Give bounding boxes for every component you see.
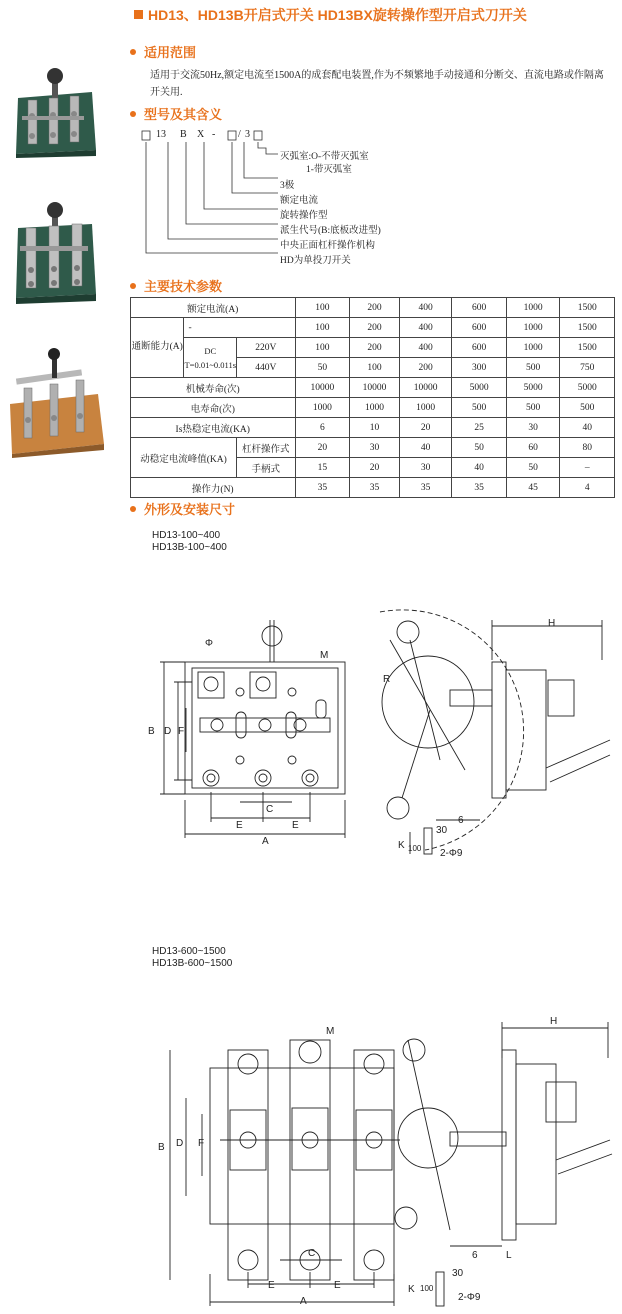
drawing2-label-d: D [176, 1138, 184, 1149]
table-cell: – [560, 458, 615, 478]
drawing2-label-h: H [550, 1016, 558, 1027]
table-cell: 1000 [350, 398, 400, 418]
table-cell: 20 [399, 418, 452, 438]
model-meaning-lever: 中央正面杠杆操作机构 [280, 241, 376, 251]
table-row-label: 手柄式 [237, 458, 296, 478]
drawing2-label-e2: E [334, 1280, 341, 1291]
drawing1-model-b: HD13B-100~400 [152, 542, 227, 553]
drawing1-label-6: 6 [458, 815, 464, 826]
table-cell: 20 [295, 438, 350, 458]
table-cell: 500 [560, 398, 615, 418]
table-cell: 5000 [452, 378, 507, 398]
drawing1-label-c: C [266, 804, 274, 815]
table-cell: 200 [350, 338, 400, 358]
drawing1-label-e1: E [236, 820, 243, 831]
model-code-slash: / [238, 129, 241, 140]
table-cell: 50 [506, 458, 560, 478]
drawing1-label-30: 30 [436, 825, 448, 836]
drawing1-label-phi: Φ [205, 638, 213, 649]
drawing2-model-b: HD13B-600~1500 [152, 958, 233, 969]
scope-text: 适用于交流50Hz,额定电流至1500A的成套配电装置,作为不频繁地手动接通和分断交、直流电路或作隔离开关用. [150, 70, 604, 98]
table-row [131, 438, 615, 458]
model-meaning-arc-chamber: 灭弧室:O-不带灭弧室 [280, 152, 369, 162]
drawing1-label-holes: 2-Φ9 [440, 848, 463, 859]
table-cell: 6 [295, 418, 350, 438]
table-cell: 400 [399, 338, 452, 358]
drawing1-label-a: A [262, 836, 269, 847]
table-cell: 100 [295, 338, 350, 358]
model-meaning-rated-current: 额定电流 [280, 196, 319, 206]
model-meaning-arc-chamber-1: 1-带灭弧室 [306, 165, 352, 175]
model-meaning-derivative: 派生代号(B:底板改进型) [280, 226, 381, 236]
table-cell: 500 [506, 398, 560, 418]
table-cell: 4 [560, 478, 615, 498]
table-row-label: 杠杆操作式 [237, 438, 296, 458]
drawing1-label-d: D [164, 726, 172, 737]
table-row-label: 动稳定电流峰值(KA) [131, 438, 237, 478]
drawing1-model-a: HD13-100~400 [152, 530, 221, 541]
table-row-label: 通断能力(A) [131, 318, 184, 378]
table-cell: 1000 [399, 398, 452, 418]
table-row [131, 298, 615, 318]
table-cell: 1000 [295, 398, 350, 418]
table-cell: 400 [399, 298, 452, 318]
drawing1-label-100: 100 [408, 844, 422, 853]
table-row-label: 440V [237, 358, 296, 378]
table-cell: 35 [399, 478, 452, 498]
table-cell: 45 [506, 478, 560, 498]
table-cell: 5000 [506, 378, 560, 398]
dc-t-label: T=0.01~0.011s [184, 359, 237, 370]
table-cell: 1500 [560, 298, 615, 318]
table-cell: 200 [399, 358, 452, 378]
drawing1-label-m: M [320, 650, 329, 661]
table-cell: 600 [452, 298, 507, 318]
table-cell: 400 [399, 318, 452, 338]
table-row-label: 额定电流(A) [131, 298, 296, 318]
table-row-label [184, 338, 237, 378]
table-cell: 1500 [560, 318, 615, 338]
table-row-label: 电寿命(次) [131, 398, 296, 418]
table-cell: 10 [350, 418, 400, 438]
table-cell: 200 [350, 318, 400, 338]
model-meaning-hd: HD为单投刀开关 [280, 256, 351, 266]
drawing2-label-l: L [506, 1250, 512, 1261]
table-cell: 1000 [506, 338, 560, 358]
table-cell: 100 [350, 358, 400, 378]
table-cell: 600 [452, 318, 507, 338]
model-code-13: 13 [156, 129, 166, 140]
table-cell: 1000 [506, 298, 560, 318]
drawing2-label-m: M [326, 1026, 335, 1037]
table-row [131, 478, 615, 498]
table-row-label: - [184, 318, 295, 338]
table-cell: 35 [295, 478, 350, 498]
table-cell: 40 [560, 418, 615, 438]
drawing2-model-a: HD13-600~1500 [152, 946, 226, 957]
drawing2-label-a: A [300, 1296, 307, 1307]
table-cell: 300 [452, 358, 507, 378]
table-cell: 30 [506, 418, 560, 438]
page-title: HD13、HD13B开启式开关 HD13BX旋转操作型开启式刀开关 [134, 5, 527, 25]
table-cell: 35 [452, 478, 507, 498]
drawing2-label-100: 100 [420, 1284, 434, 1293]
model-code-dash: - [212, 129, 216, 140]
model-code-x: X [197, 129, 205, 140]
drawing1-label-r: R [383, 674, 391, 685]
drawing1-label-f: F [178, 726, 185, 737]
table-cell: 50 [295, 358, 350, 378]
table-cell: 100 [295, 318, 350, 338]
bullet-dot-icon [130, 111, 136, 117]
model-code-3: 3 [245, 129, 250, 140]
table-cell: 25 [452, 418, 507, 438]
section-heading-dims: 外形及安装尺寸 [130, 499, 235, 518]
table-cell: 30 [399, 458, 452, 478]
table-cell: 50 [452, 438, 507, 458]
bullet-square-icon [134, 10, 143, 19]
table-cell: 20 [350, 458, 400, 478]
drawing1-label-b: B [148, 726, 155, 737]
drawing2-label-30: 30 [452, 1268, 464, 1279]
table-row [131, 398, 615, 418]
table-cell: 10000 [295, 378, 350, 398]
table-row [131, 378, 615, 398]
drawing2-label-f: F [198, 1138, 205, 1149]
model-meaning-rotary: 旋转操作型 [280, 211, 328, 221]
table-cell: 500 [506, 358, 560, 378]
section-heading-model: 型号及其含义 [130, 104, 222, 123]
drawing2-label-e1: E [268, 1280, 275, 1291]
dc-label: DC [204, 345, 217, 356]
table-cell: 600 [452, 338, 507, 358]
drawing2-label-c: C [308, 1248, 316, 1259]
table-cell: 80 [560, 438, 615, 458]
table-cell: 30 [350, 438, 400, 458]
drawing1-label-k: K [398, 840, 405, 851]
table-cell: 35 [350, 478, 400, 498]
table-cell: 10000 [350, 378, 400, 398]
drawing2-dimension-drawing [150, 1010, 618, 1312]
drawing1-label-h: H [548, 618, 556, 629]
drawing2-label-b: B [158, 1142, 165, 1153]
product-photo-2 [10, 198, 100, 304]
table-cell: 15 [295, 458, 350, 478]
drawing2-label-6: 6 [472, 1250, 478, 1261]
table-cell: 200 [350, 298, 400, 318]
drawing1-label-e2: E [292, 820, 299, 831]
bullet-dot-icon [130, 49, 136, 55]
table-cell: 1500 [560, 338, 615, 358]
product-photo-1 [10, 58, 100, 158]
section-heading-scope: 适用范围 [130, 42, 196, 61]
drawing2-label-holes: 2-Φ9 [458, 1292, 481, 1303]
bullet-dot-icon [130, 283, 136, 289]
table-cell: 60 [506, 438, 560, 458]
table-row [131, 318, 615, 338]
spec-table [130, 297, 615, 498]
table-row-label: 操作力(N) [131, 478, 296, 498]
table-row [131, 418, 615, 438]
table-cell: 100 [295, 298, 350, 318]
table-cell: 5000 [560, 378, 615, 398]
model-code-b: B [180, 129, 187, 140]
table-cell: 10000 [399, 378, 452, 398]
table-row-label: 机械寿命(次) [131, 378, 296, 398]
table-cell: 1000 [506, 318, 560, 338]
table-row [131, 338, 615, 358]
model-meaning-poles: 3极 [280, 181, 295, 191]
table-row-label: Is热稳定电流(KA) [131, 418, 296, 438]
table-cell: 500 [452, 398, 507, 418]
bullet-dot-icon [130, 506, 136, 512]
table-cell: 40 [399, 438, 452, 458]
table-row-label: 220V [237, 338, 296, 358]
drawing2-label-k: K [408, 1284, 415, 1295]
section-heading-params: 主要技术参数 [130, 276, 222, 295]
product-photo-3 [6, 348, 106, 458]
table-cell: 750 [560, 358, 615, 378]
table-cell: 40 [452, 458, 507, 478]
